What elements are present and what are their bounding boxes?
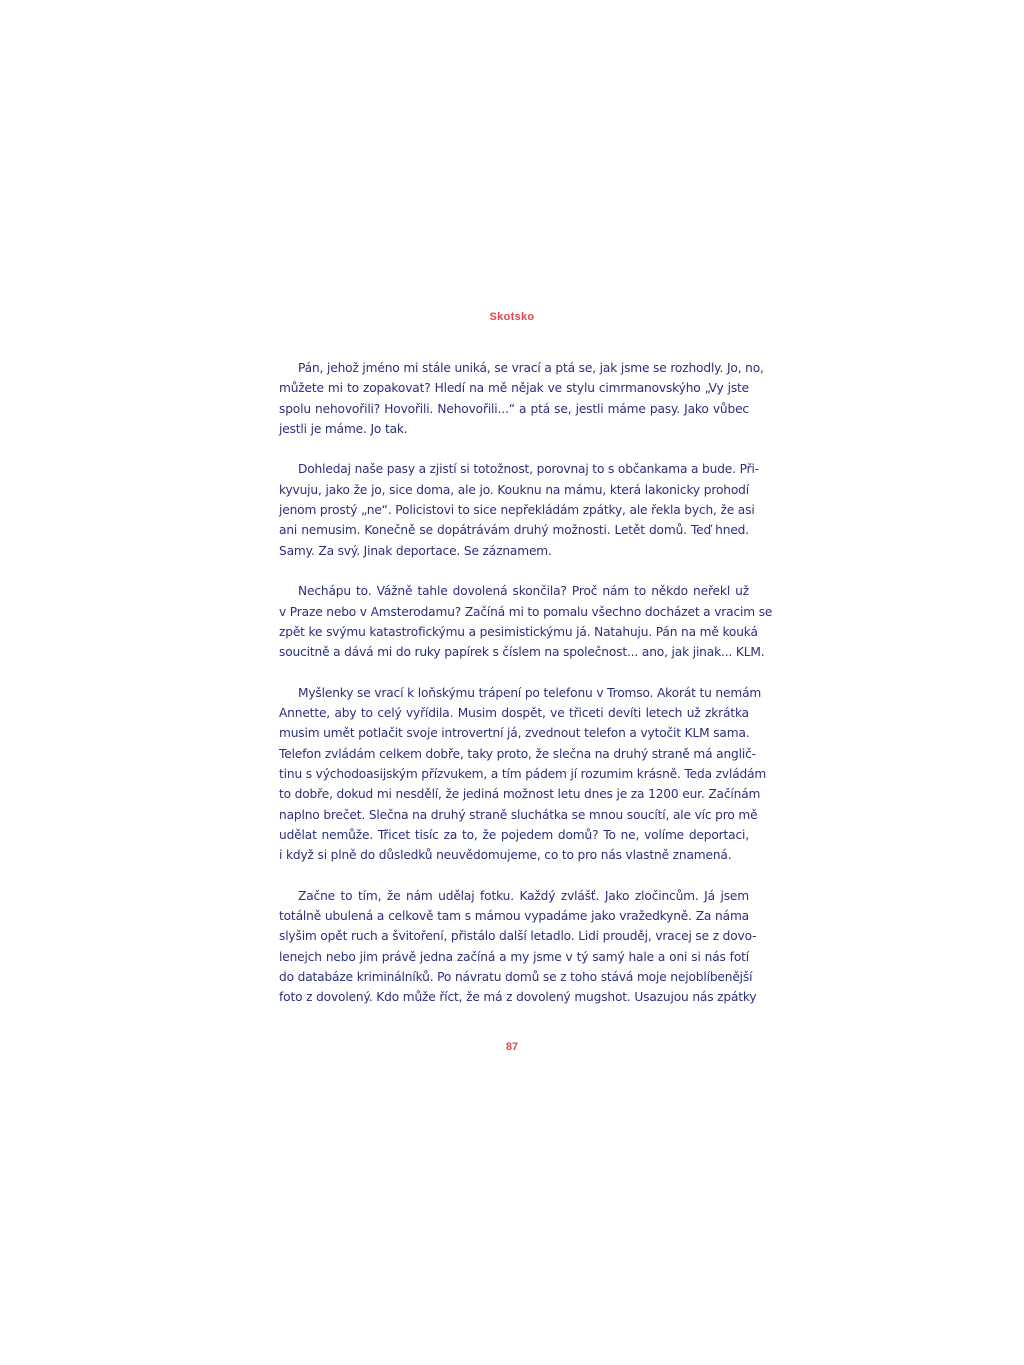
text-line: Myšlenky se vrací k loňskýmu trápení po telefonu v Tromso. Akorát tu nemám bbox=[298, 685, 762, 700]
text-line: jenom prostý „ne“. Policistovi to sice nepřekládám zpátky, ale řekla bych, že asi bbox=[279, 503, 755, 518]
paragraph-5 bbox=[279, 886, 757, 1008]
text-line: tinu s východoasijským přízvukem, a tím pádem jí rozumim krásně. Teda zvládám bbox=[279, 766, 767, 781]
text-line: Pán, jehož jméno mi stále uniká, se vrací a ptá se, jak jsme se rozhodly. Jo, no, bbox=[298, 361, 764, 375]
text-line: Začne to tím, že nám udělaj fotku. Každý zvlášť. Jako zločincům. Já jsem bbox=[298, 888, 749, 903]
text-line: kyvuju, jako že jo, sice doma, ale jo. Kouknu na mámu, která lakonicky prohodí bbox=[279, 482, 749, 497]
text-line: do databáze kriminálníků. Po návratu domů se z toho stává moje nejoblíbenější bbox=[279, 969, 753, 984]
text-line: slyšim opět ruch a švitoření, přistálo další letadlo. Lidi prouděj, vracej se z dovo- bbox=[279, 929, 757, 944]
text-line: Annette, aby to celý vyřídila. Musim dospět, ve třiceti devíti letech už zkrátka bbox=[279, 706, 749, 721]
text-line: zpět ke svýmu katastrofickýmu a pesimistickýmu já. Natahuju. Pán na mě kouká bbox=[279, 624, 758, 639]
text-line: v Praze nebo v Amsterodamu? Začíná mi to pomalu všechno docházet a vracim se bbox=[279, 604, 773, 619]
text-line: totálně ubulená a celkově tam s mámou vypadáme jako vražedkyně. Za náma bbox=[279, 909, 749, 924]
text-line: udělat nemůže. Třicet tisíc za to, že pojedem domů? To ne, volíme deportaci, bbox=[279, 827, 749, 842]
body-text bbox=[279, 358, 773, 1028]
running-title: Skotsko bbox=[489, 311, 535, 323]
text-line: ani nemusim. Konečně se dopátrávám druhý možnosti. Letět domů. Teď hned. bbox=[279, 523, 749, 538]
paragraph-2 bbox=[279, 459, 759, 560]
text-line: Dohledaj naše pasy a zjistí si totožnost, porovnaj to s občankama a bude. Při- bbox=[298, 462, 759, 477]
text-line: lenejch nebo jim právě jedna začíná a my jsme v tý samý hale a oni si nás fotí bbox=[279, 949, 749, 964]
page-number: 87 bbox=[505, 1041, 519, 1053]
paragraph-3 bbox=[279, 581, 773, 662]
text-line: musim umět potlačit svoje introvertní já, zvednout telefon a vytočit KLM sama. bbox=[279, 726, 750, 741]
text-line: Samy. Za svý. Jinak deportace. Se záznamem. bbox=[279, 543, 552, 558]
text-line: jestli je máme. Jo tak. bbox=[279, 421, 408, 436]
text-line: soucitně a dává mi do ruky papírek s číslem na společnost... ano, jak jinak... KLM. bbox=[279, 645, 765, 660]
paragraph-4 bbox=[279, 683, 767, 866]
text-line: foto z dovolený. Kdo může říct, že má z dovolený mugshot. Usazujou nás zpátky bbox=[279, 990, 757, 1005]
text-line: spolu nehovořili? Hovořili. Nehovořili...“ a ptá se, jestli máme pasy. Jako vůbec bbox=[279, 401, 749, 416]
paragraph-1 bbox=[279, 358, 764, 439]
text-line: to dobře, dokud mi nesdělí, že jediná možnost letu dnes je za 1200 eur. Začínám bbox=[279, 787, 761, 802]
text-line: i když si plně do důsledků neuvědomujeme, co to pro nás vlastně znamená. bbox=[279, 848, 732, 863]
text-line: Telefon zvládám celkem dobře, taky proto, že slečna na druhý straně má anglič- bbox=[279, 746, 756, 761]
text-line: Nechápu to. Vážně tahle dovolená skončila? Proč nám to někdo neřekl už bbox=[298, 584, 749, 599]
text-line: můžete mi to zopakovat? Hledí na mě nějak ve stylu cimrmanovskýho „Vy jste bbox=[279, 381, 749, 396]
text-line: naplno brečet. Slečna na druhý straně sluchátka se mnou soucítí, ale víc pro mě bbox=[279, 807, 758, 822]
